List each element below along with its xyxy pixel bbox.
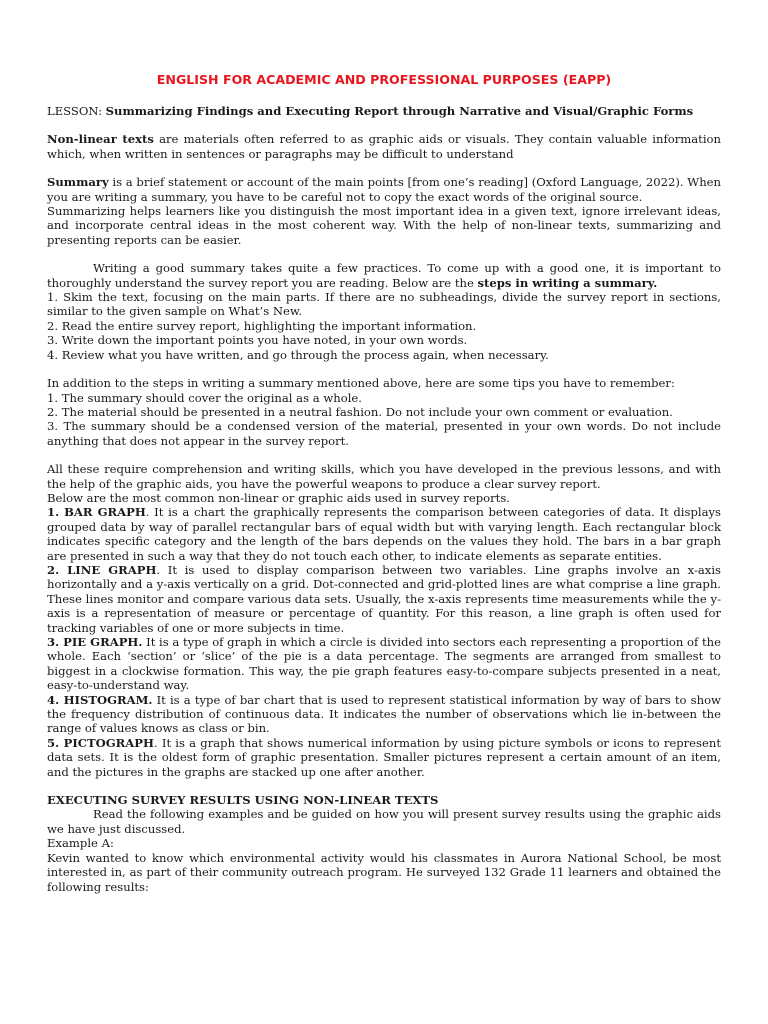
summary-paragraph	[47, 175, 721, 204]
aid-item-bar-graph	[47, 505, 721, 563]
step-item: 3. Write down the important points you have noted, in your own words.	[47, 333, 468, 348]
aid-term: 3. PIE GRAPH.	[47, 635, 143, 649]
aid-text: It is a type of bar chart that is used to represent statistical information by way of bars to show the frequency distribution of continuous data. It indicates the number of observations which lie in-between the range of values knows as class or bin.	[47, 692, 721, 736]
aid-term: 2. LINE GRAPH	[47, 562, 157, 577]
example-label: Example A:	[47, 836, 114, 851]
nonlinear-definition: are materials often referred to as graphic aids or visuals. They contain valuable information which, when written in sentences or paragraphs may be difficult to understand	[47, 132, 721, 161]
tip-item: 3. The summary should be a condensed version of the material, presented in your own words. Do not include anything that does not appear in the survey report.	[47, 419, 721, 448]
aid-text: . It is a chart the graphically represents the comparison between categories of data. It displays grouped data by way of parallel rectangular bars of equal width but with varying length. Each rectangular block indicates specific category and the length of the bars depends on the values they hold. The bars in a bar graph are presented in such a way that they do not touch each other, to indicate elements as separate entities.	[47, 505, 722, 563]
aid-term: 4. HISTOGRAM.	[47, 692, 153, 707]
aid-term: 5. PICTOGRAPH	[47, 735, 154, 750]
nonlinear-term: Non-linear texts	[47, 132, 154, 147]
steps-intro: Writing a good summary takes quite a few practices. To come up with a good one, it is important to thoroughly understand the survey report you are reading. Below are the	[47, 261, 721, 290]
step-item: 1. Skim the text, focusing on the main parts. If there are no subheadings, divide the survey report in sections, similar to the given sample on What’s New.	[47, 290, 721, 319]
aid-text: It is a type of graph in which a circle is divided into sectors each representing a proportion of the whole. Each ‘section’ or ‘slice’ of the pie is a data percentage. The segments are arranged from smallest to biggest in a clockwise formation. This way, the pie graph features easy-to-compare subjects presented in a neat, easy-to-understand way.	[47, 635, 721, 693]
tip-item: 1. The summary should cover the original as a whole.	[47, 390, 362, 405]
aids-list-intro: Below are the most common non-linear or graphic aids used in survey reports.	[47, 490, 510, 505]
tip-item: 2. The material should be presented in a neutral fashion. Do not include your own comment or evaluation.	[47, 404, 673, 419]
aid-item-line-graph	[47, 563, 721, 635]
aid-term: 1. BAR GRAPH	[47, 505, 146, 520]
document-title: ENGLISH FOR ACADEMIC AND PROFESSIONAL PURPOSES (EAPP)	[156, 72, 612, 87]
example-paragraph: Kevin wanted to know which environmental activity would his classmates in Aurora National School, be most interested in, as part of their community outreach program. He surveyed 132 Grade 11 learners and obtained the following results:	[47, 850, 721, 894]
tips-intro: In addition to the steps in writing a summary mentioned above, here are some tips you have to remember:	[47, 376, 675, 391]
summary-definition: is a brief statement or account of the main points [from one’s reading] (Oxford Language, 2022). When you are writing a summary, you have to be careful not to copy the exact words of the original source.	[47, 175, 721, 204]
lesson-prefix: LESSON:	[47, 104, 106, 118]
aid-item-pictograph	[47, 736, 721, 779]
nonlinear-paragraph	[47, 132, 721, 161]
aid-text: . It is a graph that shows numerical information by using picture symbols or icons to represent data sets. It is the oldest form of graphic presentation. Smaller pictures represent a certain amount of an item, and the pictures in the graphs are stacked up one after another.	[47, 735, 721, 779]
summarizing-paragraph: Summarizing helps learners like you distinguish the most important idea in a given text, ignore irrelevant ideas, and incorporate central ideas in the most coherent way. With the help of non-linear texts, summarizing and presenting reports can be easier.	[47, 204, 721, 247]
aid-item-pie-graph	[47, 635, 721, 693]
aid-text: . It is used to display comparison between two variables. Line graphs involve an x-axis horizontally and a y-axis vertically on a grid. Dot-connected and grid-plotted lines are what comprise a line graph. These lines monitor and compare various data sets. Usually, the x-axis represents time measurements while the y-axis is a representation of measure or percentage of quantity. For this reason, a line graph is often used for tracking variables of one or more subjects in time.	[47, 562, 721, 635]
executing-heading: EXECUTING SURVEY RESULTS USING NON-LINEAR TEXTS	[47, 793, 439, 808]
aid-item-histogram	[47, 693, 721, 736]
executing-paragraph: Read the following examples and be guided on how you will present survey results using the graphic aids we have just discussed.	[47, 807, 721, 836]
summary-term: Summary	[47, 175, 109, 190]
step-item: 2. Read the entire survey report, highlighting the important information.	[47, 318, 477, 333]
step-item: 4. Review what you have written, and go through the process again, when necessary.	[47, 347, 549, 362]
steps-bold: steps in writing a summary.	[477, 275, 658, 290]
aids-intro: All these require comprehension and writing skills, which you have developed in the previous lessons, and with the help of the graphic aids, you have the powerful weapons to produce a clear survey report.	[47, 462, 721, 491]
steps-intro-paragraph	[47, 261, 721, 290]
lesson-line	[47, 104, 721, 118]
lesson-title: Summarizing Findings and Executing Report through Narrative and Visual/Graphic Forms	[105, 104, 694, 118]
